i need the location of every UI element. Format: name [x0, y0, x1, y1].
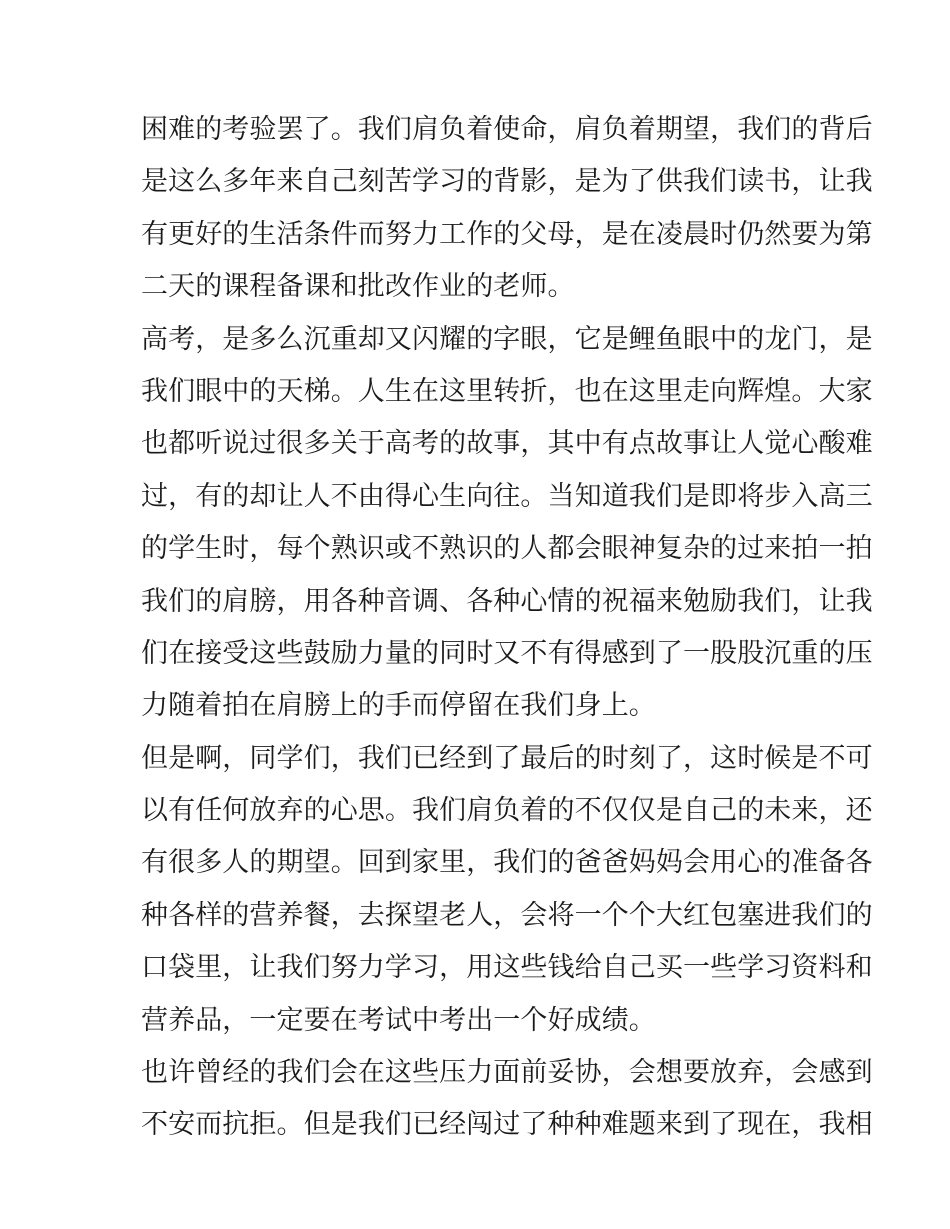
- text-line: 不安而抗拒。但是我们已经闯过了种种难题来到了现在，我相: [141, 1109, 873, 1141]
- text-line: 我们眼中的天梯。人生在这里转折，也在这里走向辉煌。大家: [141, 375, 873, 407]
- text-line: 口袋里，让我们努力学习，用这些钱给自己买一些学习资料和: [141, 952, 873, 984]
- text-line: 是这么多年来自己刻苦学习的背影，是为了供我们读书，让我: [141, 166, 873, 198]
- text-line: 有更好的生活条件而努力工作的父母，是在凌晨时仍然要为第: [141, 218, 873, 250]
- text-line: 我们的肩膀，用各种音调、各种心情的祝福来勉励我们，让我: [141, 585, 873, 617]
- paragraph-1: [141, 104, 873, 314]
- text-line: 也许曾经的我们会在这些压力面前妥协，会想要放弃，会感到: [141, 1057, 873, 1089]
- text-line: 以有任何放弃的心思。我们肩负着的不仅仅是自己的未来，还: [141, 795, 873, 827]
- text-line: 高考，是多么沉重却又闪耀的字眼，它是鲤鱼眼中的龙门，是: [141, 323, 873, 355]
- text-line: 也都听说过很多关于高考的故事，其中有点故事让人觉心酸难: [141, 428, 873, 460]
- text-line: 种各样的营养餐，去探望老人，会将一个个大红包塞进我们的: [141, 899, 873, 931]
- text-line: 的学生时，每个熟识或不熟识的人都会眼神复杂的过来拍一拍: [141, 533, 873, 565]
- text-line: 力随着拍在肩膀上的手而停留在我们身上。: [141, 690, 656, 722]
- text-line: 但是啊，同学们，我们已经到了最后的时刻了，这时候是不可: [141, 742, 873, 774]
- paragraph-2: [141, 314, 873, 733]
- text-line: 困难的考验罢了。我们肩负着使命，肩负着期望，我们的背后: [141, 114, 873, 145]
- text-line: 有很多人的期望。回到家里，我们的爸爸妈妈会用心的准备各: [141, 847, 873, 879]
- text-line: 营养品，一定要在考试中考出一个好成绩。: [141, 1004, 656, 1036]
- text-line: 们在接受这些鼓励力量的同时又不有得感到了一股股沉重的压: [141, 637, 873, 669]
- paragraph-4: [141, 1047, 873, 1152]
- text-line: 过，有的却让人不由得心生向往。当知道我们是即将步入高三: [141, 480, 873, 512]
- paragraph-3: [141, 733, 873, 1047]
- document-body: [141, 104, 873, 1152]
- text-line: 二天的课程备课和批改作业的老师。: [141, 271, 575, 303]
